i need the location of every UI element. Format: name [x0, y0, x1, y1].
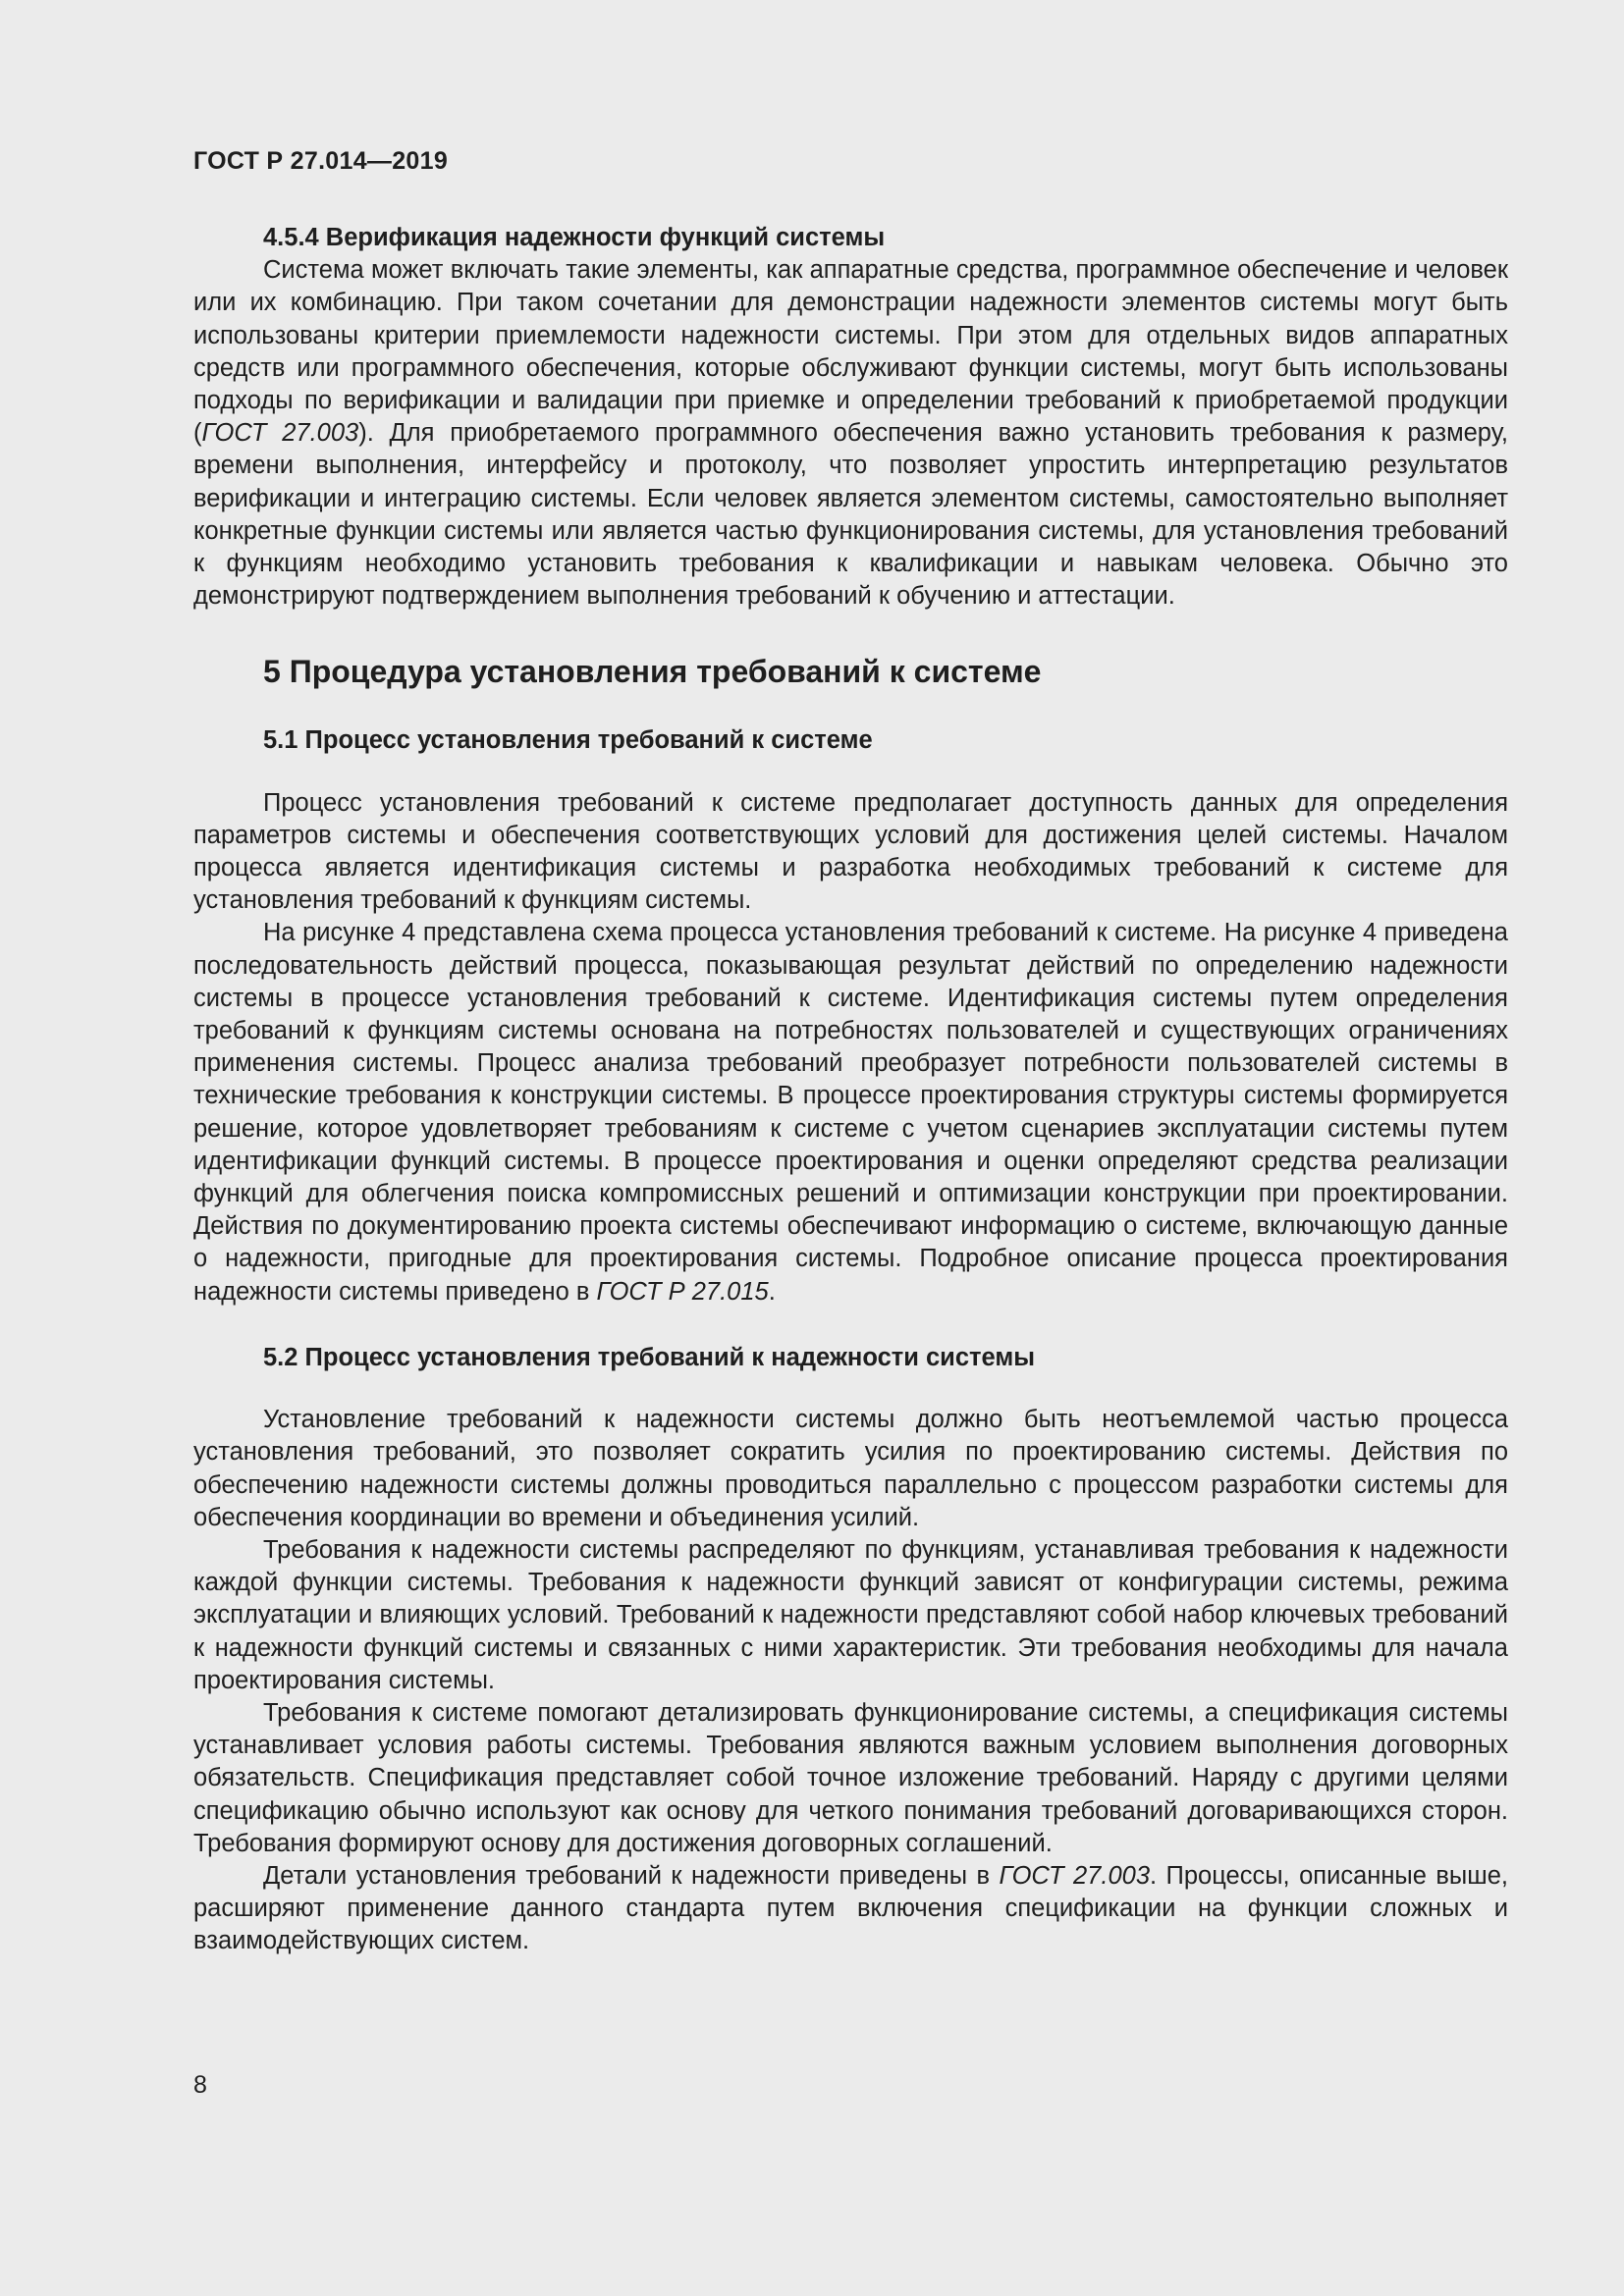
section-5-2-title: 5.2 Процесс установления требований к надежности системы	[263, 1343, 1036, 1371]
reference-gost-27-003: ГОСТ 27.003	[201, 419, 359, 448]
document-code: ГОСТ Р 27.014—2019	[193, 147, 449, 175]
section-5-1-title: 5.1 Процесс установления требований к системе	[263, 726, 873, 755]
section-5-1-paragraph-1: Процесс установления требований к системе предполагает доступность данных для определения параметров системы и обеспечения соответствующих условий для достижения целей системы. Началом процесса является идентификация системы и разработка необходимых требований к системе для установления требований к функциям системы.	[193, 788, 1508, 915]
reference-gost-r-27-015: ГОСТ Р 27.015	[596, 1277, 769, 1306]
section-5-2-paragraph-2: Требования к надежности системы распределяют по функциям, устанавливая требования к надежности каждой функции системы. Требования к надежности функций зависят от конфигурации системы, режима эксплуатации и влияющих условий. Требований к надежности представляют собой набор ключевых требований к надежности функций системы и связанных с ними характеристик. Эти требования необходимы для начала проектирования системы.	[193, 1535, 1508, 1694]
page-number: 8	[193, 2071, 207, 2099]
section-5-2-paragraph-4: Детали установления требований к надежности приведены в ГОСТ 27.003. Процессы, описанные выше, расширяют применение данного стандарта путем включения спецификации на функции сложных и взаимодействующих систем.	[193, 1861, 1508, 1955]
section-5-2-paragraph-3: Требования к системе помогают детализировать функционирование системы, а спецификация системы устанавливает условия работы системы. Требования являются важным условием выполнения договорных обязательств. Спецификация представляет собой точное изложение требований. Наряду с другими целями спецификацию обычно используют как основу для четкого понимания требований договаривающихся сторон. Требования формируют основу для достижения договорных соглашений.	[193, 1698, 1508, 1857]
reference-gost-27-003: ГОСТ 27.003	[999, 1861, 1150, 1890]
section-5-title: 5 Процедура установления требований к системе	[263, 654, 1042, 690]
section-4-5-4-paragraph-1: Система может включать такие элементы, как аппаратные средства, программное обеспечение и человек или их комбинацию. При таком сочетании для демонстрации надежности элементов системы могут быть использованы критерии приемлемости надежности системы. При этом для отдельных видов аппаратных средств или программного обеспечения, которые обслуживают функции системы, могут быть использованы подходы по верификации и валидации при приемке и определении требований к приобретаемой продукции (ГОСТ 27.003). Для приобретаемого программного обеспечения важно установить требования к размеру, времени выполнения, интерфейсу и протоколу, что позволяет упростить интерпретацию результатов верификации и интеграцию системы. Если человек является элементом системы, самостоятельно выполняет конкретные функции системы или является частью функционирования системы, для установления требований к функциям необходимо установить требования к квалификации и навыкам человека. Обычно это демонстрируют подтверждением выполнения требований к обучению и аттестации.	[193, 256, 1508, 611]
page-content	[193, 222, 1508, 1958]
section-4-5-4-title: 4.5.4 Верификация надежности функций системы	[263, 224, 886, 251]
section-5-2-paragraph-1: Установление требований к надежности системы должно быть неотъемлемой частью процесса установления требований, это позволяет сократить усилия по проектированию системы. Действия по обеспечению надежности системы должны проводиться параллельно с процессом разработки системы для обеспечения координации во времени и объединения усилий.	[193, 1406, 1508, 1531]
section-5-1-paragraph-2: На рисунке 4 представлена схема процесса установления требований к системе. На рисунке 4 приведена последовательность действий процесса, показывающая результат действий по определению надежности системы в процессе установления требований к системе. Идентификация системы путем определения требований к функциям системы основана на потребностях пользователей и существующих ограничениях применения системы. Процесс анализа требований преобразует потребности пользователей системы в технические требования к конструкции системы. В процессе проектирования структуры системы формируется решение, которое удовлетворяет требованиям к системе с учетом сценариев эксплуатации системы путем идентификации функций системы. В процессе проектирования и оценки определяют средства реализации функций для облегчения поиска компромиссных решений и оптимизации конструкции при проектировании. Действия по документированию проекта системы обеспечивают информацию о системе, включающую данные о надежности, пригодные для проектирования системы. Подробное описание процесса проектирования надежности системы приведено в ГОСТ Р 27.015.	[193, 919, 1508, 1306]
